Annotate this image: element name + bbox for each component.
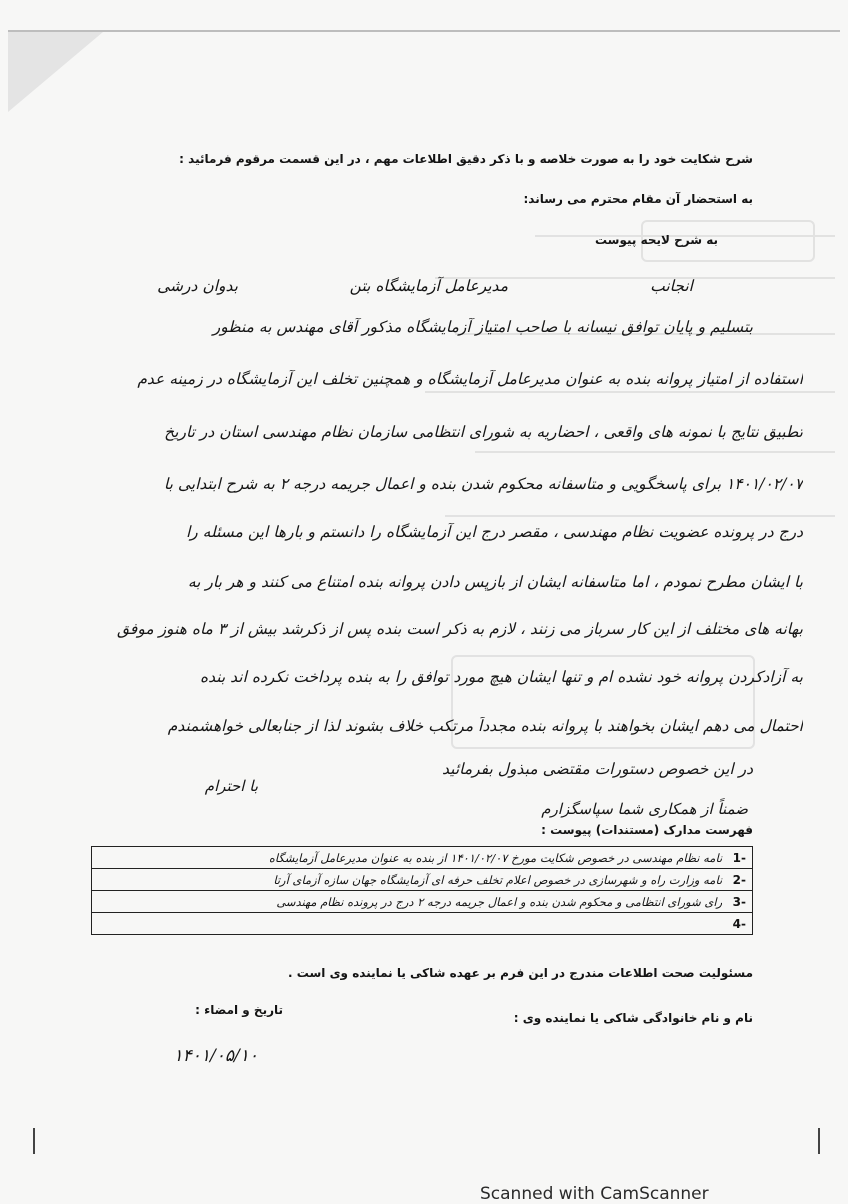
letter-line-5: درج در پرونده عضویت نظام مهندسی ، مقصر درج این آزمایشگاه را دانستم و بارها این مسئله را: [185, 523, 803, 541]
row-number: -2: [732, 872, 746, 887]
form-intro: به استحضار آن مقام محترم می رساند:: [523, 192, 753, 206]
letter-line-1: بتسلیم و پایان توافق نیسانه با صاحب امتیاز آزمایشگاه مذکور آقای مهندس به منظور: [212, 318, 753, 336]
letter-line-6: با ایشان مطرح نمودم ، اما متاسفانه ایشان از بازپس دادن پروانه بنده امتناع می کنند و هر بار به: [187, 573, 803, 591]
letter-line-4: ۱۴۰۱/۰۲/۰۷ برای پاسخگویی و متاسفانه محکوم شدن بنده و اعمال جریمه درجه ۲ به شرح ابتدایی با: [163, 475, 803, 493]
documents-table: [91, 846, 753, 935]
salutation-col-2: مدیرعامل آزمایشگاه بتن: [349, 277, 508, 295]
row-text: نامه وزارت راه و شهرسازی در خصوص اعلام تخلف حرفه ای آزمایشگاه جهان سازه آزمای آرتا: [273, 872, 723, 887]
attachment-note: به شرح لایحه پیوست: [594, 233, 718, 247]
scan-margin-mark: [33, 1128, 35, 1154]
thanks-note: ضمناً از همکاری شما سپاسگزارم: [541, 800, 748, 818]
complainant-name-label: نام و نام خانوادگی شاکی یا نماینده وی :: [513, 1011, 753, 1025]
letter-line-8: به آزادکردن پروانه خود نشده ام و تنها ایشان هیچ مورد توافق را به بنده پرداخت نکرده اند بنده: [199, 668, 803, 686]
documents-title: فهرست مدارک (مستندات) پیوست :: [541, 823, 753, 837]
letter-line-10: در این خصوص دستورات مقتضی مبذول بفرمائید: [442, 760, 753, 778]
table-row: [92, 847, 753, 869]
salutation-col-3: بدوان درشی: [157, 277, 238, 295]
letter-line-3: تطبیق نتایج با نمونه های واقعی ، احضاریه به شورای انتظامی سازمان نظام مهندسی استان در تاریخ: [164, 423, 803, 441]
scanner-watermark: Scanned with CamScanner: [480, 1184, 709, 1204]
table-row: [92, 913, 753, 935]
closing-regards: با احترام: [204, 777, 258, 795]
form-instruction: شرح شکایت خود را به صورت خلاصه و با ذکر دقیق اطلاعات مهم ، در این قسمت مرقوم فرمائید :: [179, 152, 753, 166]
date-signature-label: تاریخ و امضاء :: [195, 1003, 283, 1017]
row-text: رای شورای انتظامی و محکوم شدن بنده و اعمال جریمه درجه ۲ درج در پرونده نظام مهندسی: [276, 894, 723, 909]
table-row: [92, 869, 753, 891]
row-number: -1: [732, 850, 746, 865]
letter-line-9: احتمال می دهم ایشان بخواهند با پروانه بنده مجدداً مرتکب خلاف بشوند لذا از جنابعالی خواهشمندم: [167, 717, 803, 735]
scan-margin-mark: [818, 1128, 820, 1154]
row-text: نامه نظام مهندسی در خصوص شکایت مورخ ۱۴۰۱/۰۲/۰۷ از بنده به عنوان مدیرعامل آزمایشگاه: [268, 850, 723, 865]
signature-date: ۱۴۰۱/۰۵/۱۰: [173, 1046, 258, 1066]
letter-line-2: استفاده از امتیاز پروانه بنده به عنوان مدیرعامل آزمایشگاه و همچنین تخلف این آزمایشگاه در زمینه عدم: [137, 370, 803, 388]
row-number: -4: [732, 916, 746, 931]
table-row: [92, 891, 753, 913]
letter-line-7: بهانه های مختلف از این کار سرباز می زنند ، لازم به ذکر است بنده پس از ذکرشد بیش از ۳ ماه هنوز موفق: [117, 620, 803, 638]
responsibility-note: مسئولیت صحت اطلاعات مندرج در این فرم بر عهده شاکی یا نماینده وی است .: [288, 966, 753, 980]
salutation-col-1: انجانب: [650, 277, 693, 295]
row-number: -3: [732, 894, 746, 909]
